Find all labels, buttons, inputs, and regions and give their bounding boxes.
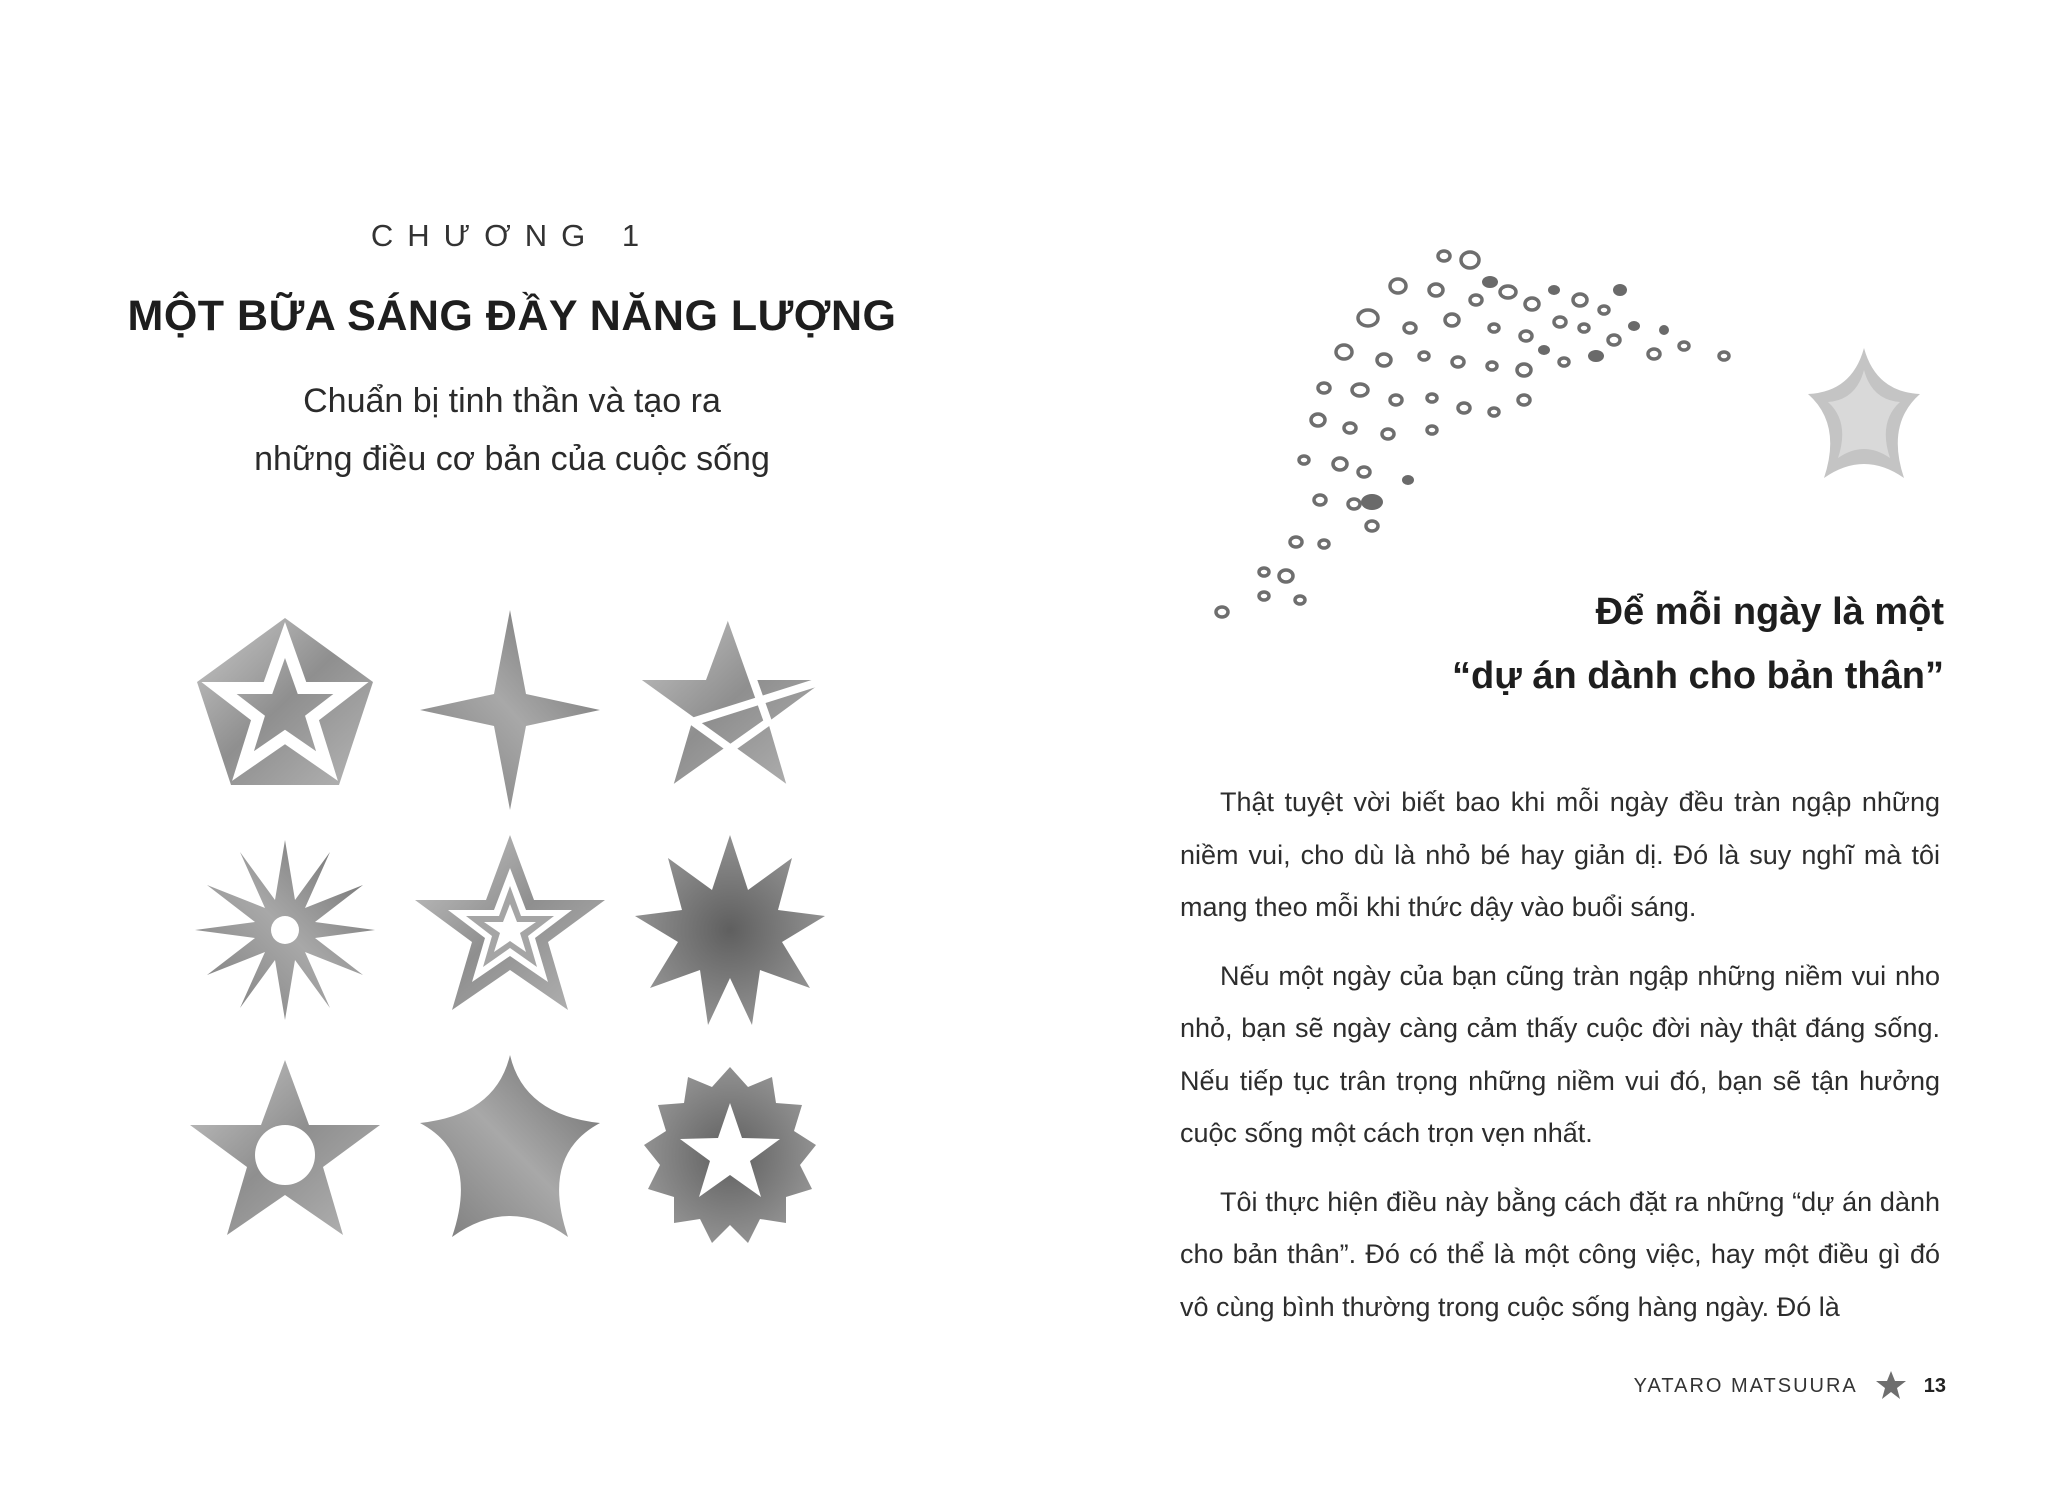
footer-author: YATARO MATSUURA: [1633, 1374, 1858, 1397]
paragraph: Tôi thực hiện điều này bằng cách đặt ra những “dự án dành cho bản thân”. Đó có thể là một công việc, hay một điều gì đó vô cùng bình thường trong cuộc sống hàng ngày. Đó là: [1180, 1186, 1940, 1322]
body-text: [1180, 776, 1940, 1349]
subtitle-line: những điều cơ bản của cuộc sống: [254, 440, 770, 478]
paragraph: Nếu một ngày của bạn cũng tràn ngập những niềm vui nho nhỏ, bạn sẽ ngày càng cảm thấy cuộc đời này thật đáng sống. Nếu tiếp tục trân trọng những niềm vui đó, bạn sẽ tận hưởng cuộc sống một cách trọn vẹn nhất.: [1180, 960, 1940, 1148]
heading-line: “dự án dành cho bản thân”: [1452, 655, 1944, 697]
nested-star-icon: [415, 835, 605, 1010]
chapter-label: CHƯƠNG 1: [370, 218, 654, 253]
right-page: [1024, 0, 2048, 1497]
outlined-star-icon: [635, 615, 825, 790]
chapter-title: MỘT BỮA SÁNG ĐẦY NĂNG LƯỢNG: [127, 292, 897, 340]
subtitle-line: Chuẩn bị tinh thần và tạo ra: [303, 382, 721, 420]
badge-star-icon: [644, 1067, 816, 1243]
four-point-star-icon: [420, 610, 600, 810]
paragraph: Thật tuyệt vời biết bao khi mỗi ngày đều tràn ngập những niềm vui, cho dù là nhỏ bé hay giản dị. Đó là suy nghĩ mà tôi mang theo mỗi khi thức dậy vào buổi sáng.: [1180, 787, 1940, 922]
heading-line: Để mỗi ngày là một: [1595, 591, 1944, 633]
ring-star-icon: [190, 1060, 380, 1235]
sunburst-icon: [195, 840, 375, 1020]
section-heading: [1452, 580, 1944, 708]
star-icon: [1874, 1370, 1908, 1402]
page-number: 13: [1923, 1374, 1946, 1397]
curved-star-icon: [420, 1055, 600, 1237]
page-footer: [1634, 1370, 1946, 1402]
decorative-stars-grid: [190, 610, 840, 1250]
chapter-subtitle: [0, 372, 1024, 488]
spiky-star-icon: [635, 835, 825, 1025]
pentagon-star-icon: [197, 618, 373, 785]
large-star-icon: [1808, 348, 1920, 478]
